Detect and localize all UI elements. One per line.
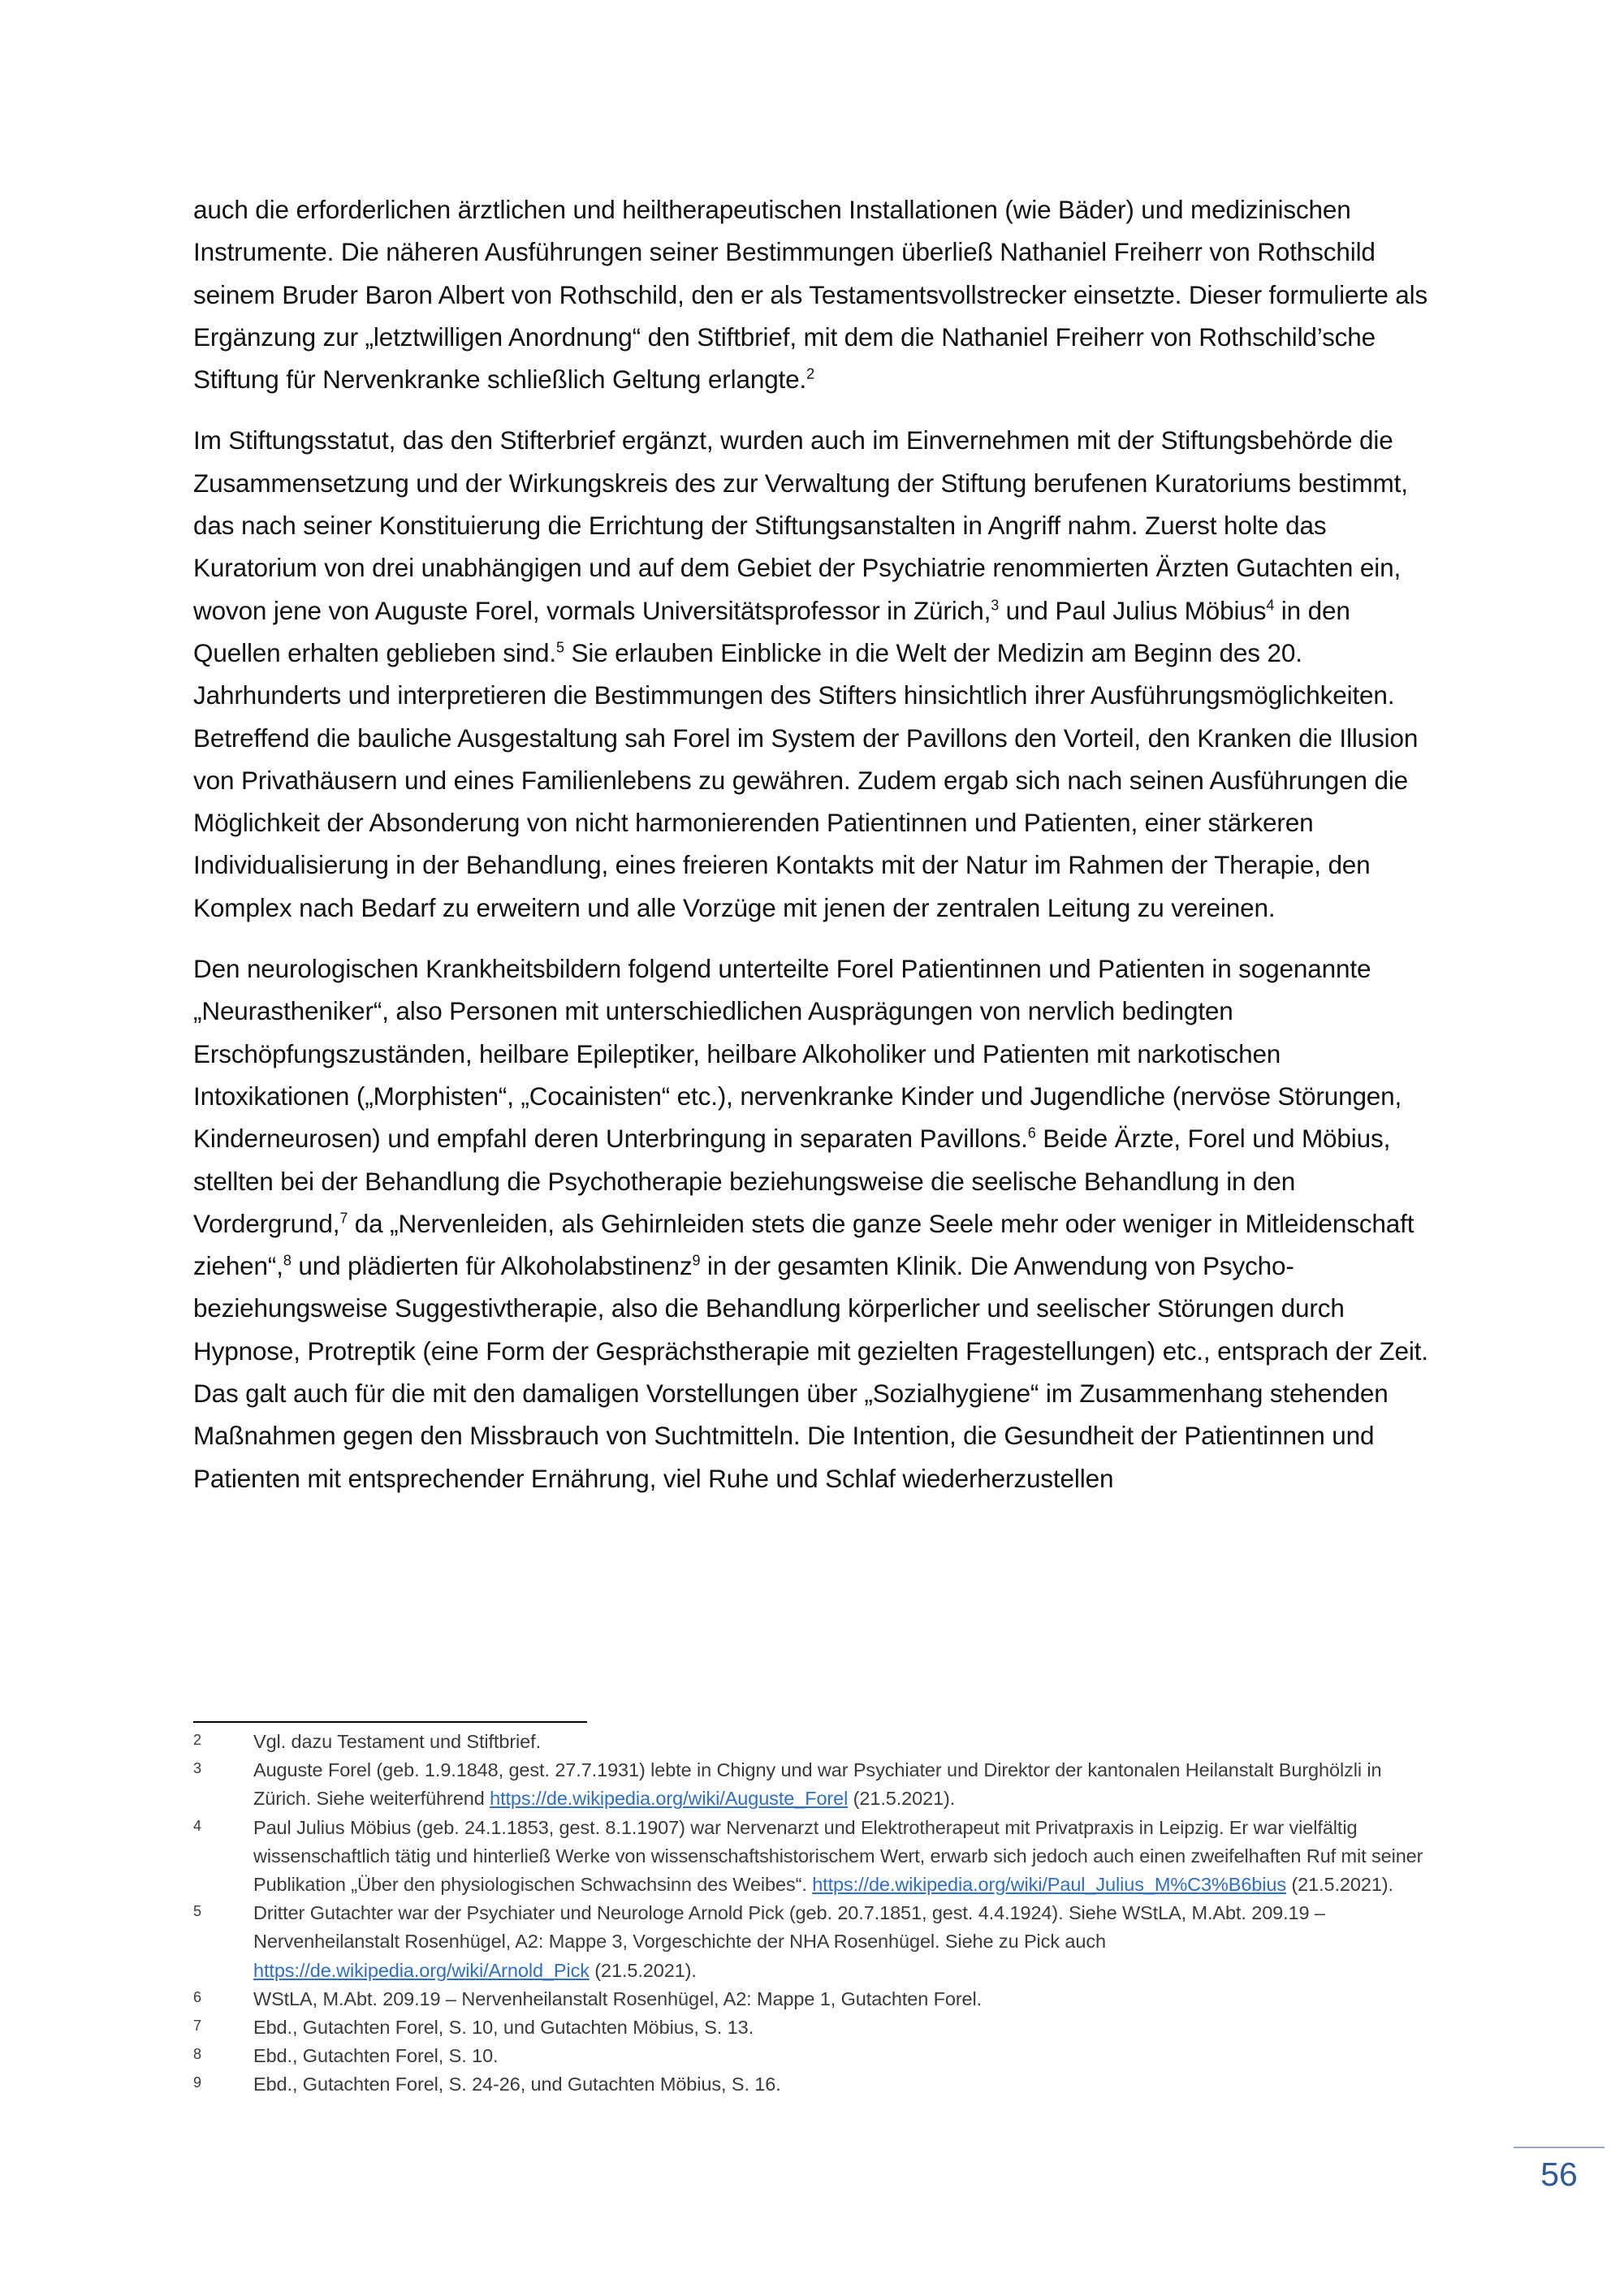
footnote-ref[interactable]: 4 — [1266, 597, 1275, 614]
paragraph-text: in der gesamten Klinik. Die Anwendung von Psycho- beziehungsweise Suggestivtherapie, also die Behandlung körperlicher und seelischer Störungen durch Hypnose, Protreptik (eine Form der Gesprächstherapie mit gezielten Fragestellungen) etc., entsprach der Zeit. Das galt auch für die mit den damaligen Vorstellungen über „Sozialhygiene“ im Zusammenhang stehenden Maßnahmen gegen den Missbrauch von Suchtmitteln. Die Intention, die Gesundheit der Patientinnen und Patienten mit entsprechender Ernährung, viel Ruhe und Schlaf wiederherzustellen — [193, 1251, 1428, 1493]
footnote-date: (21.5.2021). — [1286, 1874, 1393, 1896]
footnote-link[interactable]: https://de.wikipedia.org/wiki/Arnold_Pick — [253, 1959, 590, 1981]
footnote-number: 7 — [193, 2018, 201, 2035]
footnote-body: Auguste Forel (geb. 1.9.1848, gest. 27.7.1931) lebte in Chigny und war Psychiater und Direktor der kantonalen Heilanstalt Burghölzli in Zürich. Siehe weiterführend — [253, 1759, 1382, 1810]
footnote-ref[interactable]: 3 — [991, 597, 1000, 614]
footnote-6 — [193, 1985, 1444, 2013]
footnote-link[interactable]: https://de.wikipedia.org/wiki/Auguste_Forel — [490, 1788, 849, 1810]
footnote-5 — [193, 1899, 1444, 1985]
footnote-4 — [193, 1814, 1444, 1900]
footnote-body: Ebd., Gutachten Forel, S. 10, und Gutachten Möbius, S. 13. — [253, 2017, 754, 2039]
footnote-number: 9 — [193, 2074, 201, 2091]
footnote-text — [253, 1814, 1444, 1900]
footnote-body: Ebd., Gutachten Forel, S. 10. — [253, 2045, 499, 2067]
footnote-ref[interactable]: 6 — [1027, 1124, 1036, 1142]
footnote-body: Paul Julius Möbius (geb. 24.1.1853, gest. 8.1.1907) war Nervenarzt und Elektrotherapeut mit Privatpraxis in Leipzig. Er war vielfältig wissenschaftlich tätig und hinterließ Werke von wissenschaftshistorischem Wert, erwarb sich jedoch auch einen zweifelhaften Ruf mit seiner Publikation „Über den physiologischen Schwachsinn des Weibes“. — [253, 1816, 1423, 1896]
paragraph-2 — [193, 419, 1436, 929]
footnote-text — [253, 2070, 1444, 2099]
paragraph-text: da „Nervenleiden, als Gehirnleiden stets die ganze Seele mehr oder weniger in Mitleidenschaft ziehen“, — [193, 1208, 1415, 1281]
footnote-7 — [193, 2013, 1444, 2042]
footnote-ref[interactable]: 5 — [556, 639, 564, 656]
footnote-9 — [193, 2070, 1444, 2099]
page-number-rule — [1514, 2147, 1605, 2148]
footnote-text — [253, 2013, 1444, 2042]
paragraph-text: Sie erlauben Einblicke in die Welt der Medizin am Beginn des 20. Jahrhunderts und interpretieren die Bestimmungen des Stifters hinsichtlich ihrer Ausführungsmöglichkeiten. Betreffend die bauliche Ausgestaltung sah Forel im System der Pavillons den Vorteil, den Kranken die Illusion von Privathäusern und eines Familienlebens zu gewähren. Zudem ergab sich nach seinen Ausführungen die Möglichkeit der Absonderung von nicht harmonierenden Patientinnen und Patienten, einer stärkeren Individualisierung in der Behandlung, eines freieren Kontakts mit der Natur im Rahmen der Therapie, den Komplex nach Bedarf zu erweitern und alle Vorzüge mit jenen der zentralen Leitung zu vereinen. — [193, 637, 1419, 922]
footnote-number: 2 — [193, 1732, 201, 1748]
footnote-8 — [193, 2042, 1444, 2070]
footnote-link[interactable]: https://de.wikipedia.org/wiki/Paul_Julius_M%C3%B6bius — [812, 1874, 1286, 1896]
footnote-ref[interactable]: 8 — [283, 1252, 292, 1269]
footnote-body: Dritter Gutachter war der Psychiater und Neurologe Arnold Pick (geb. 20.7.1851, gest. 4.4.1924). Siehe WStLA, M.Abt. 209.19 – Nervenheilanstalt Rosenhügel, A2: Mappe 3, Vorgeschichte der NHA Rosenhügel. Siehe zu Pick auch — [253, 1902, 1325, 1953]
footnote-text — [253, 1899, 1444, 1985]
paragraph-1 — [193, 188, 1436, 400]
body-text — [193, 188, 1436, 1518]
paragraph-text: Im Stiftungsstatut, das den Stifterbrief ergänzt, wurden auch im Einvernehmen mit der Stiftungsbehörde die Zusammensetzung und der Wirkungskreis des zur Verwaltung der Stiftung berufenen Kuratoriums bestimmt, das nach seiner Konstituierung die Errichtung der Stiftungsanstalten in Angriff nahm. Zuerst holte das Kuratorium von drei unabhängigen und auf dem Gebiet der Psychiatrie renommierten Ärzten Gutachten ein, wovon jene von Auguste Forel, vormals Universitätsprofessor in Zürich, — [193, 425, 1408, 625]
footnote-body: Vgl. dazu Testament und Stiftbrief. — [253, 1731, 541, 1752]
footnote-number: 5 — [193, 1903, 201, 1920]
footnote-ref[interactable]: 9 — [692, 1252, 701, 1269]
footnote-date: (21.5.2021). — [848, 1788, 956, 1810]
paragraph-text: auch die erforderlichen ärztlichen und heiltherapeutischen Installationen (wie Bäder) und medizinischen Instrumente. Die näheren Ausführungen seiner Bestimmungen überließ Nathaniel Freiherr von Rothschild seinem Bruder Baron Albert von Rothschild, den er als Testamentsvollstrecker einsetzte. Dieser formulierte als Ergänzung zur „letztwilligen Anordnung“ den Stiftbrief, mit dem die Nathaniel Freiherr von Rothschild’sche Stiftung für Nervenkranke schließlich Geltung erlangte. — [193, 195, 1428, 395]
footnote-ref[interactable]: 2 — [806, 365, 815, 382]
footnote-text — [253, 1756, 1444, 1813]
paragraph-3 — [193, 947, 1436, 1500]
footnote-ref[interactable]: 7 — [339, 1210, 348, 1227]
paragraph-text: in den Quellen erhalten geblieben sind. — [193, 595, 1350, 667]
paragraph-text: und Paul Julius Möbius — [999, 595, 1267, 625]
footnote-number: 4 — [193, 1817, 201, 1834]
footnote-text — [253, 1985, 1444, 2013]
footnote-number: 3 — [193, 1760, 201, 1777]
footnote-text — [253, 2042, 1444, 2070]
footnote-date: (21.5.2021). — [589, 1959, 697, 1981]
footnote-2 — [193, 1728, 1444, 1756]
paragraph-text: Den neurologischen Krankheitsbildern folgend unterteilte Forel Patientinnen und Patienten in sogenannte „Neurastheniker“, also Personen mit unterschiedlichen Ausprägungen von nervlich bedingten Erschöpfungszuständen, heilbare Epileptiker, heilbare Alkoholiker und Patienten mit narkotischen Intoxikationen („Morphisten“, „Cocainisten“ etc.), nervenkranke Kinder und Jugendliche (nervöse Störungen, Kinderneurosen) und empfahl deren Unterbringung in separaten Pavillons. — [193, 954, 1402, 1154]
page-number: 56 — [1540, 2156, 1578, 2193]
paragraph-text: Beide Ärzte, Forel und Möbius, stellten bei der Behandlung die Psychotherapie beziehungsweise die seelische Behandlung in den Vordergrund, — [193, 1124, 1391, 1238]
footnote-body: Ebd., Gutachten Forel, S. 24-26, und Gutachten Möbius, S. 16. — [253, 2074, 781, 2095]
footnote-number: 8 — [193, 2046, 201, 2063]
paragraph-text: und plädierten für Alkoholabstinenz — [291, 1251, 693, 1281]
footnotes — [193, 1728, 1444, 2100]
footnote-number: 6 — [193, 1988, 201, 2005]
footnote-separator — [193, 1721, 587, 1723]
footnote-text — [253, 1728, 1444, 1756]
footnote-3 — [193, 1756, 1444, 1813]
footnote-body: WStLA, M.Abt. 209.19 – Nervenheilanstalt Rosenhügel, A2: Mappe 1, Gutachten Forel. — [253, 1987, 983, 2009]
